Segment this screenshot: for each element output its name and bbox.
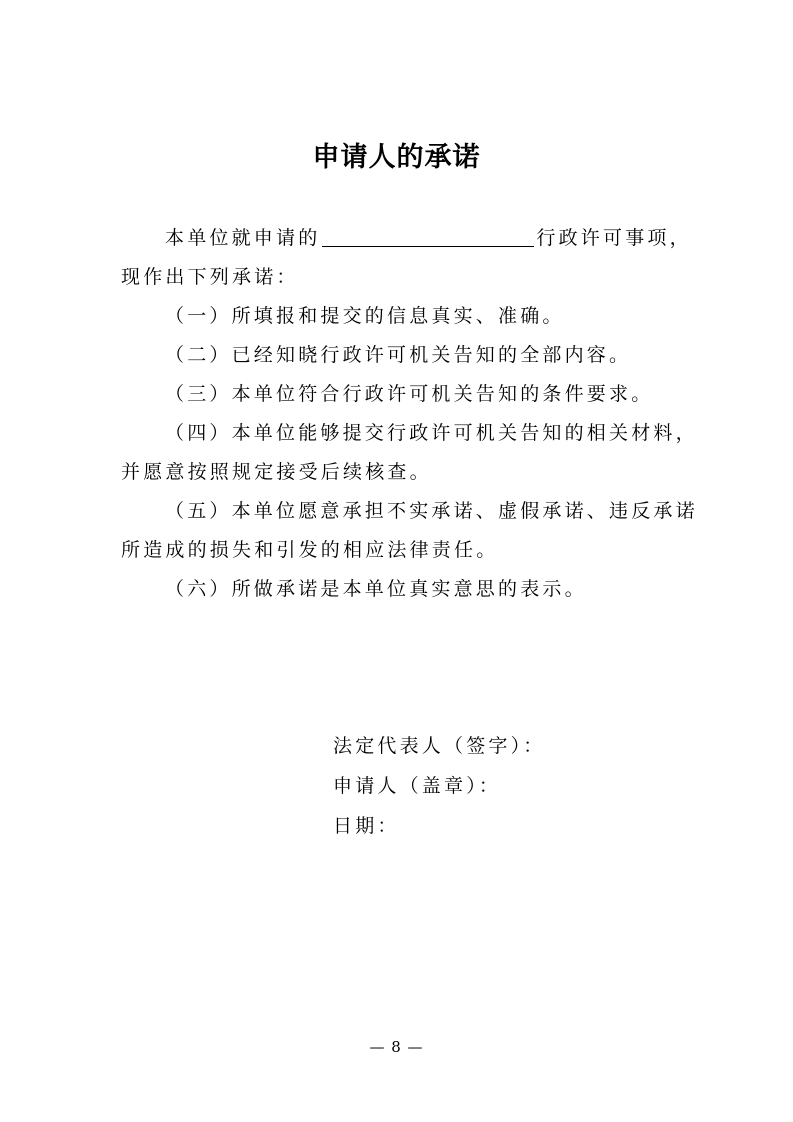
page-number: — 8 — — [369, 1038, 424, 1056]
commitment-item-3: （三）本单位符合行政许可机关告知的条件要求。 — [165, 383, 654, 405]
applicant-seal-label: 申请人（盖章）： — [333, 775, 502, 797]
document-title: 申请人的承诺 — [312, 142, 481, 173]
commitment-item-4: （四）本单位能够提交行政许可机关告知的相关材料， — [165, 422, 698, 444]
intro-suffix: 行政许可事项， — [536, 227, 692, 249]
application-item-blank[interactable] — [322, 224, 534, 247]
intro-line-2: 现作出下列承诺： — [121, 266, 299, 288]
commitment-item-2: （二）已经知晓行政许可机关告知的全部内容。 — [165, 344, 632, 366]
commitment-item-1: （一）所填报和提交的信息真实、准确。 — [165, 305, 565, 327]
legal-rep-signature-label: 法定代表人（签字）： — [333, 735, 546, 757]
commitment-item-4-cont: 并愿意按照规定接受后续核查。 — [121, 461, 432, 483]
intro-line-1 — [165, 223, 692, 253]
commitment-item-5-cont: 所造成的损失和引发的相应法律责任。 — [121, 539, 499, 561]
commitment-item-5: （五）本单位愿意承担不实承诺、虚假承诺、违反承诺 — [165, 500, 698, 522]
commitment-item-6: （六）所做承诺是本单位真实意思的表示。 — [165, 578, 587, 600]
date-label: 日期： — [333, 815, 400, 837]
intro-prefix: 本单位就申请的 — [165, 227, 321, 249]
